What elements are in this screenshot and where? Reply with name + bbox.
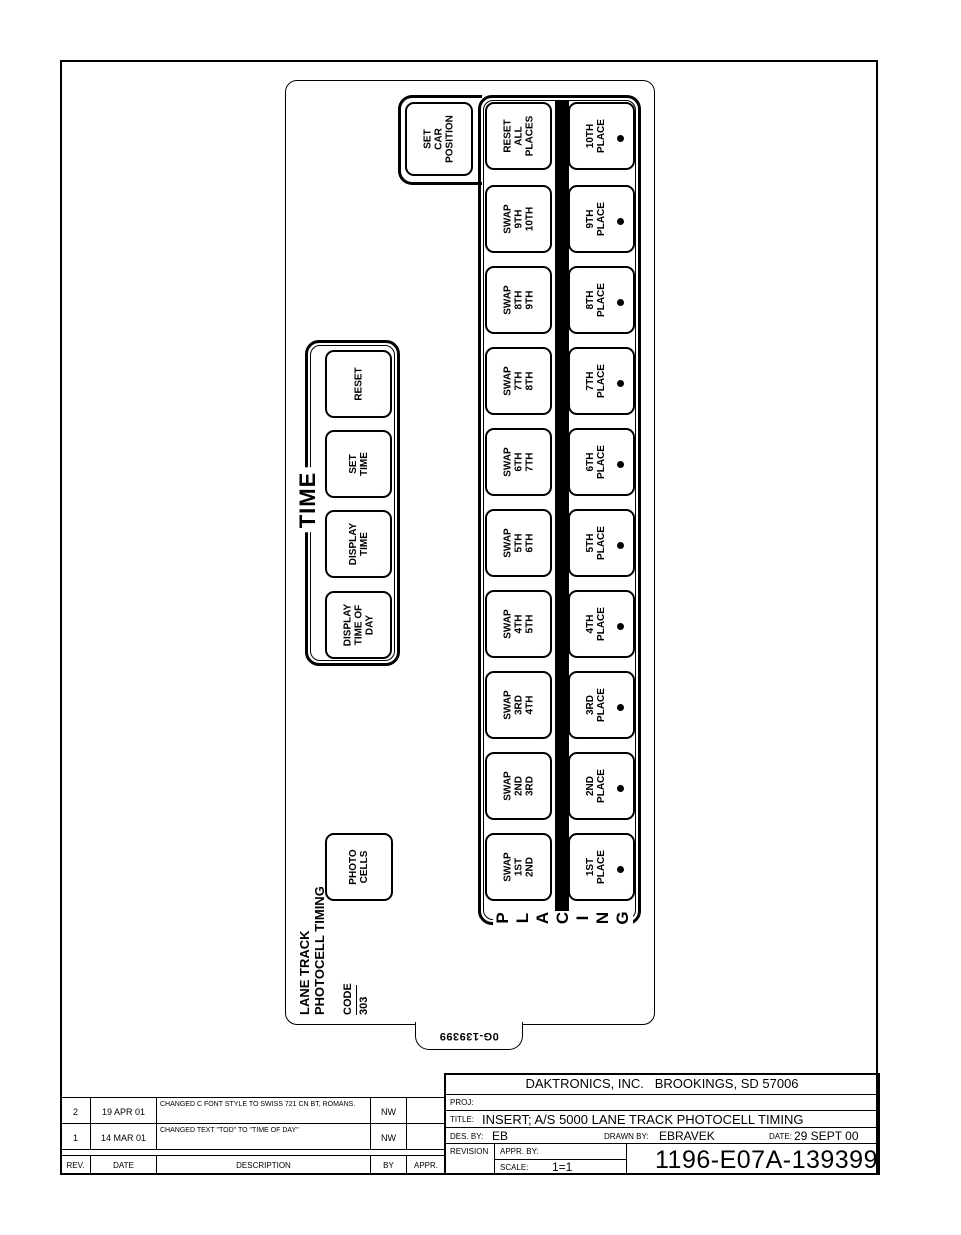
button-label: 6TH PLACE [585, 445, 608, 479]
rev-cell-text: 14 MAR 01 [100, 1133, 147, 1143]
rev-cell-date [90, 1123, 157, 1150]
insert-title-line1: LANE TRACK [297, 930, 312, 1015]
date-value: 29 SEPT 00 [794, 1129, 859, 1143]
swap-button-9[interactable] [485, 185, 552, 253]
placing-center-band [555, 100, 569, 920]
drawn-by-label: DRAWN BY: [604, 1132, 649, 1141]
button-label: SWAP 3RD 4TH [502, 690, 535, 720]
set-time-button[interactable] [325, 430, 392, 498]
rev-header-text: APPR. [413, 1161, 438, 1170]
place-button-8[interactable] [568, 266, 635, 334]
placing-letter: N [593, 911, 612, 925]
button-label: SWAP 1ST 2ND [502, 852, 535, 882]
button-label: SWAP 9TH 10TH [502, 204, 535, 234]
scale-label: SCALE: [500, 1163, 529, 1172]
rev-header-date [90, 1155, 157, 1175]
display-time-of-day-button[interactable] [325, 591, 392, 659]
rev-header-appr [406, 1155, 446, 1175]
indicator-dot-icon [617, 866, 624, 873]
rev-cell-rev [60, 1097, 91, 1124]
indicator-dot-icon [617, 704, 624, 711]
button-label: DISPLAY TIME [347, 522, 370, 566]
indicator-dot-icon [617, 785, 624, 792]
place-button-9[interactable] [568, 185, 635, 253]
title-cell [444, 1111, 880, 1128]
des-cell [444, 1128, 880, 1144]
company-cell [444, 1073, 880, 1095]
rev-cell-by [370, 1123, 407, 1150]
placing-letter: C [553, 911, 572, 925]
button-label: 3RD PLACE [585, 688, 608, 722]
proj-cell [444, 1095, 880, 1111]
code-label: CODE [342, 983, 354, 1015]
insert-title-line2: PHOTOCELL TIMING [312, 886, 327, 1015]
time-group-label: TIME [283, 465, 333, 535]
swap-button-2[interactable] [485, 752, 552, 820]
placing-letter: I [573, 911, 593, 925]
revision-label: REVISION [450, 1147, 489, 1156]
rev-cell-text: 1 [72, 1133, 78, 1143]
button-label: 1ST PLACE [585, 850, 608, 884]
swap-button-8[interactable] [485, 266, 552, 334]
des-by-value: EB [492, 1129, 509, 1143]
appr-cell [494, 1144, 627, 1160]
reset-all-places-button[interactable] [485, 102, 552, 170]
placing-letter: G [613, 911, 632, 925]
rev-cell-text: NW [381, 1107, 396, 1117]
revision-cell [444, 1144, 495, 1175]
button-label: 4TH PLACE [585, 607, 608, 641]
rev-header-description [156, 1155, 371, 1175]
tab-code: 0G-139399 [439, 1030, 499, 1042]
rev-cell-date [90, 1097, 157, 1124]
set-car-position-label: SET CAR POSITION [422, 115, 456, 163]
swap-button-7[interactable] [485, 347, 552, 415]
rev-header-text: DESCRIPTION [236, 1161, 291, 1170]
scale-value: 1=1 [552, 1160, 573, 1174]
indicator-dot-icon [617, 218, 624, 225]
drawing-number: 1196-E07A-139399 [655, 1146, 878, 1174]
swap-button-1[interactable] [485, 833, 552, 901]
rev-cell-description [156, 1123, 371, 1150]
indicator-dot-icon [617, 461, 624, 468]
photo-cells-button[interactable] [325, 833, 393, 901]
reset-time-button[interactable] [325, 350, 392, 418]
swap-button-4[interactable] [485, 590, 552, 658]
button-label: 7TH PLACE [585, 364, 608, 398]
button-label: SWAP 4TH 5TH [502, 609, 535, 639]
insert-tab [415, 1022, 523, 1050]
photo-cells-label: PHOTO CELLS [348, 849, 370, 885]
place-button-1[interactable] [568, 833, 635, 901]
rev-cell-text [407, 1098, 445, 1107]
title-label: TITLE: [450, 1115, 475, 1124]
date-label: DATE: [769, 1132, 792, 1141]
button-label: 8TH PLACE [585, 283, 608, 317]
button-label: RESET [353, 367, 364, 401]
drawn-by-value: EBRAVEK [659, 1129, 715, 1143]
place-button-5[interactable] [568, 509, 635, 577]
rev-cell-text: 2 [72, 1107, 78, 1117]
rev-cell-text: CHANGED C FONT STYLE TO SWISS 721 CN BT, ROMANS. [160, 1101, 356, 1108]
placing-letter: A [533, 911, 552, 925]
indicator-dot-icon [617, 542, 624, 549]
proj-label: PROJ: [450, 1098, 474, 1107]
place-button-6[interactable] [568, 428, 635, 496]
set-car-position-button[interactable] [405, 102, 473, 176]
rev-header-text: REV. [66, 1161, 85, 1170]
rev-header-rev [60, 1155, 91, 1175]
button-label: DISPLAY TIME OF DAY [342, 603, 375, 647]
placing-letter: L [513, 912, 532, 924]
des-by-label: DES. BY: [450, 1132, 484, 1141]
place-button-7[interactable] [568, 347, 635, 415]
indicator-dot-icon [617, 623, 624, 630]
rev-header-text: DATE [113, 1161, 134, 1170]
button-label: SWAP 8TH 9TH [502, 285, 535, 315]
button-label: 9TH PLACE [585, 202, 608, 236]
rev-cell-rev [60, 1123, 91, 1150]
button-label: SWAP 2ND 3RD [502, 771, 535, 801]
placing-label [488, 908, 638, 930]
indicator-dot-icon [617, 299, 624, 306]
appr-by-label: APPR. BY: [500, 1147, 539, 1156]
button-label: RESET ALL PLACES [502, 115, 535, 157]
code-value: 303 [358, 996, 370, 1015]
rev-cell-appr [406, 1123, 446, 1150]
button-label: 10TH PLACE [585, 119, 608, 153]
swap-button-3[interactable] [485, 671, 552, 739]
display-time-button[interactable] [325, 510, 392, 578]
swap-button-5[interactable] [485, 509, 552, 577]
rev-cell-by [370, 1097, 407, 1124]
placing-letter: P [493, 912, 512, 924]
place-button-4[interactable] [568, 590, 635, 658]
rev-cell-appr [406, 1097, 446, 1124]
button-label: 2ND PLACE [585, 769, 608, 803]
swap-button-6[interactable] [485, 428, 552, 496]
rev-cell-text: 19 APR 01 [101, 1107, 146, 1117]
scale-cell [494, 1159, 627, 1175]
rev-cell-text: CHANGED TEXT "TOD" TO "TIME OF DAY" [160, 1127, 299, 1134]
place-button-10[interactable] [568, 102, 635, 170]
company-name: DAKTRONICS, INC. BROOKINGS, SD 57006 [525, 1076, 799, 1091]
button-label: 5TH PLACE [585, 526, 608, 560]
button-label: SWAP 6TH 7TH [502, 447, 535, 477]
button-label: SWAP 5TH 6TH [502, 528, 535, 558]
rev-header-by [370, 1155, 407, 1175]
rev-cell-description [156, 1097, 371, 1124]
indicator-dot-icon [617, 380, 624, 387]
rev-cell-text: NW [381, 1133, 396, 1143]
indicator-dot-icon [617, 135, 624, 142]
title-value: INSERT; A/S 5000 LANE TRACK PHOTOCELL TIMING [482, 1112, 804, 1127]
place-button-2[interactable] [568, 752, 635, 820]
place-button-3[interactable] [568, 671, 635, 739]
rev-cell-text [407, 1124, 445, 1133]
button-label: SWAP 7TH 8TH [502, 366, 535, 396]
rev-header-text: BY [383, 1161, 394, 1170]
button-label: SET TIME [347, 452, 370, 476]
code-divider [356, 985, 357, 1015]
